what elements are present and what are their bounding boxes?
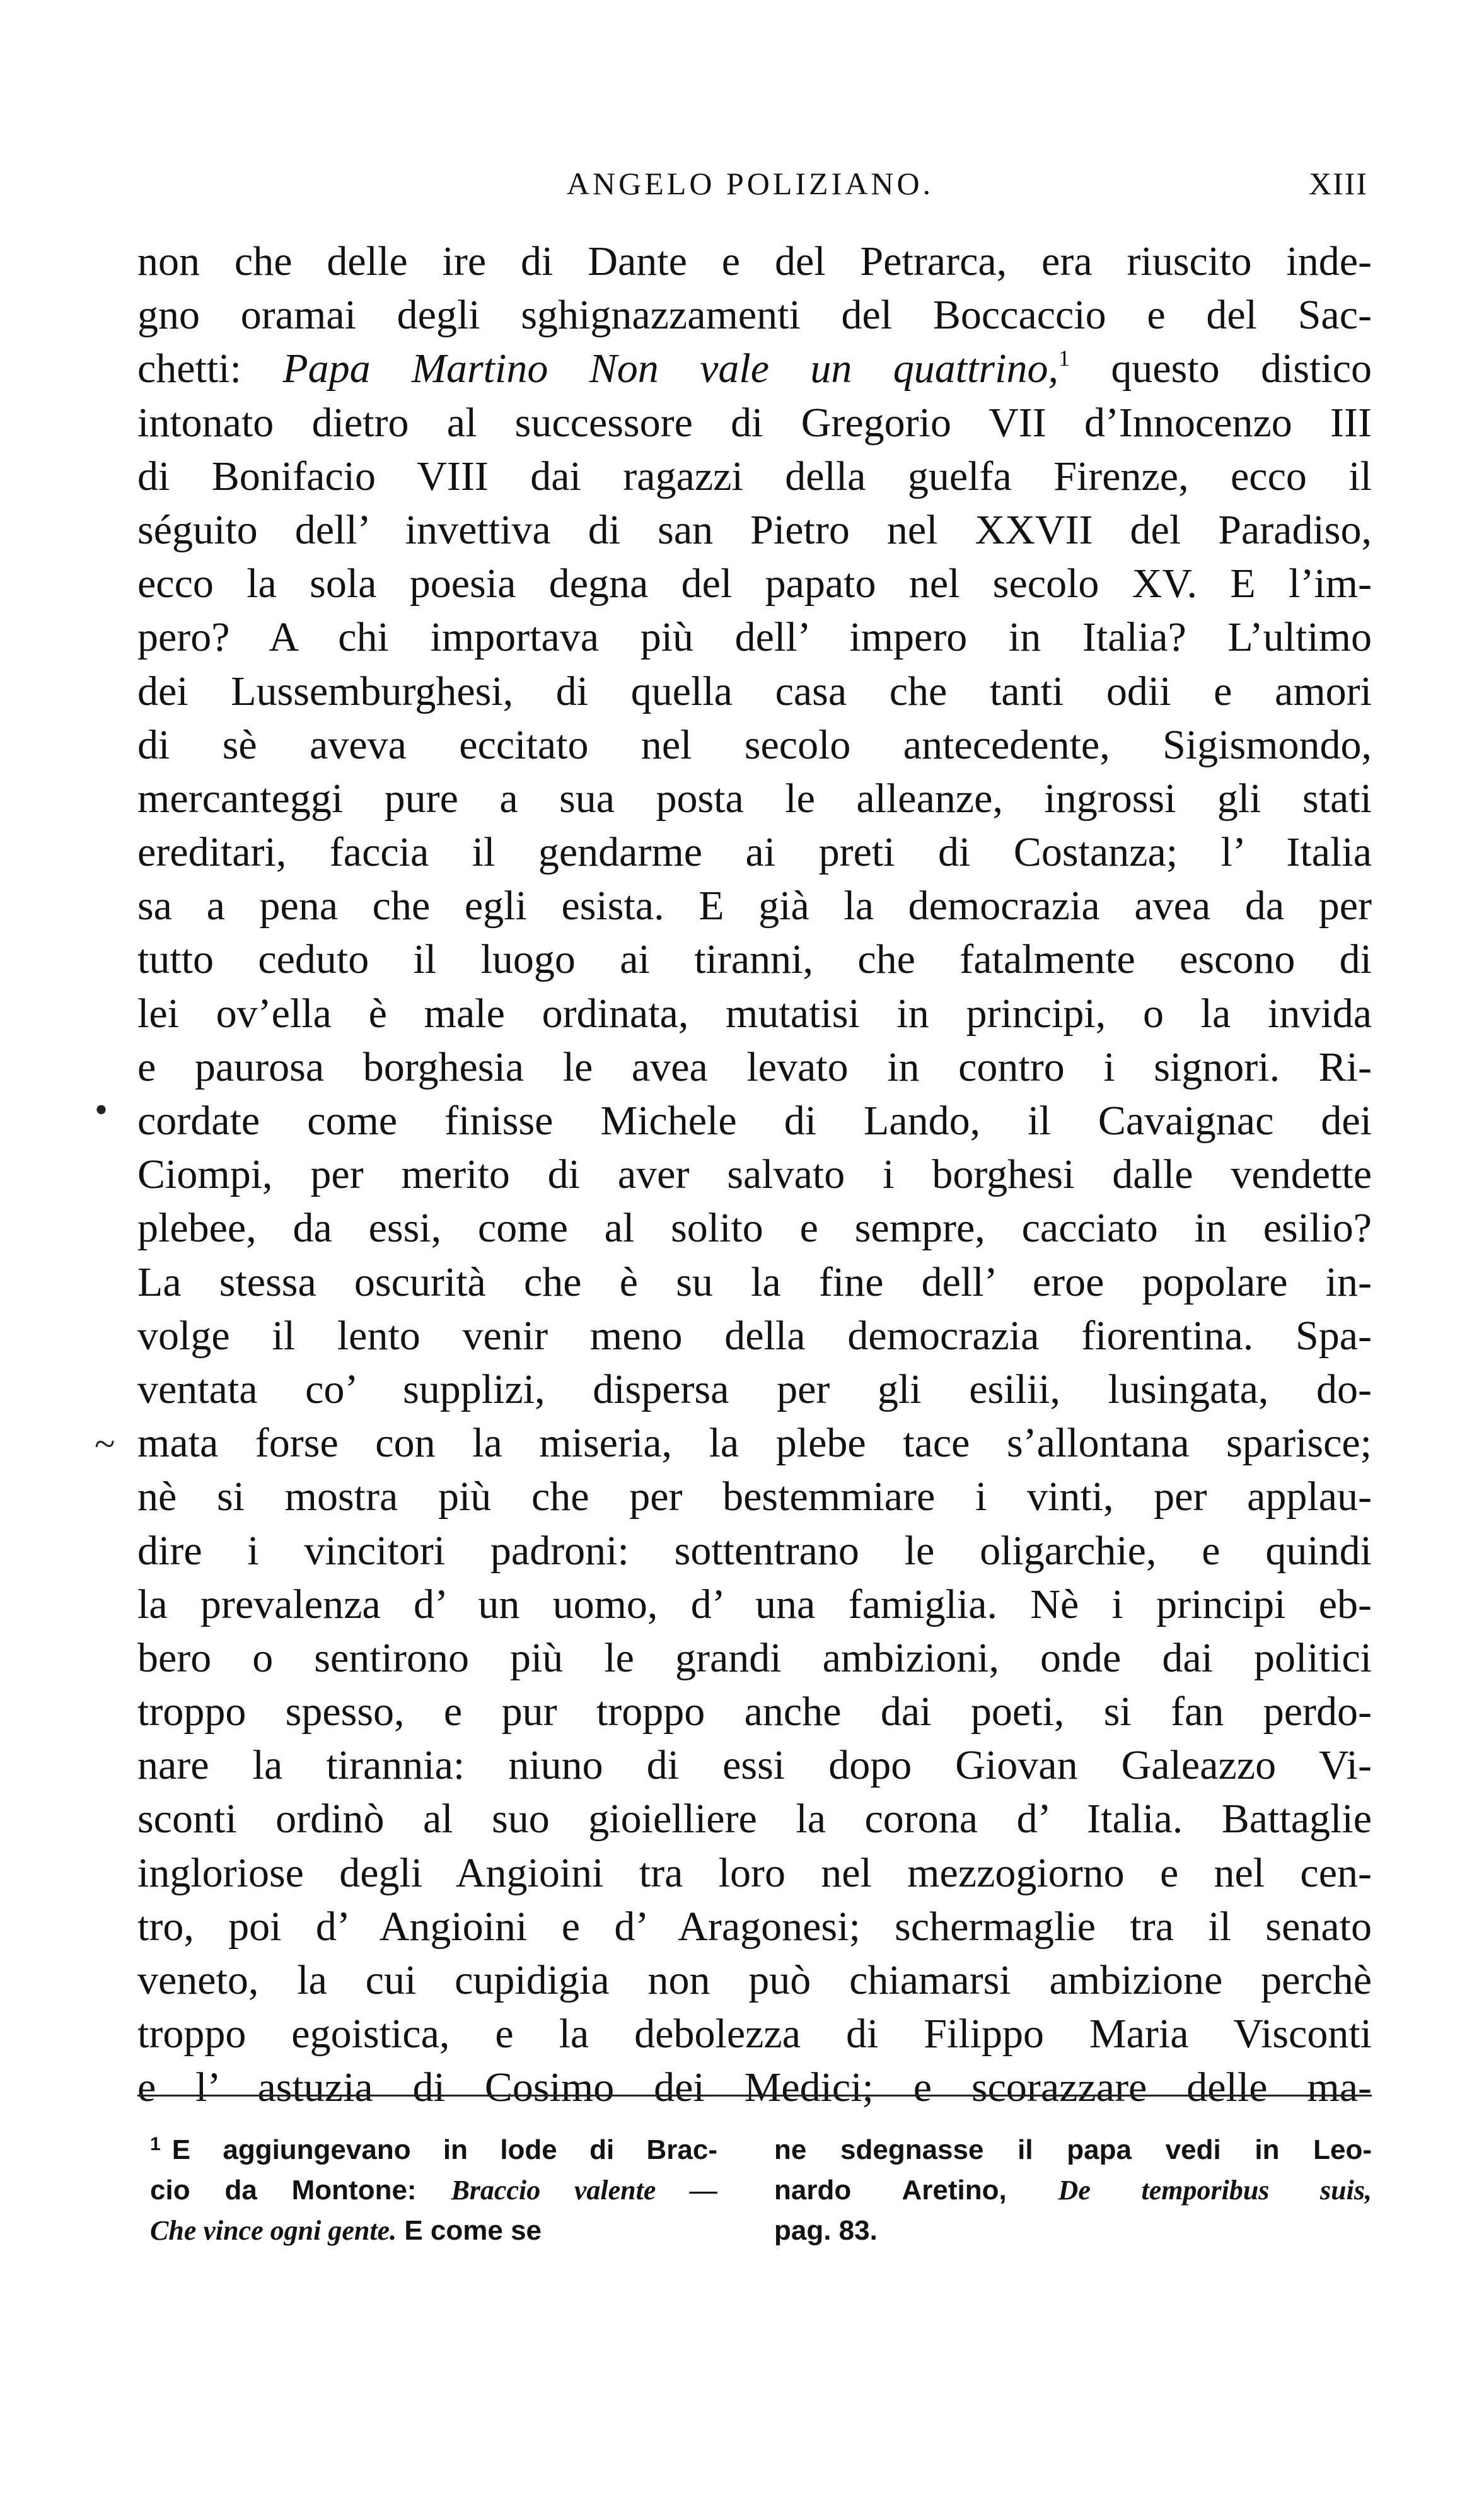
- text-line: dire i vincitori padroni: sottentrano le oligarchie, e quindi: [137, 1527, 1372, 1574]
- text-line: la prevalenza d’ un uomo, d’ una famiglia. Nè i principi eb-: [137, 1581, 1372, 1627]
- text-line: sconti ordinò al suo gioielliere la corona d’ Italia. Battaglie: [137, 1796, 1372, 1842]
- footnote-divider: [137, 2095, 1372, 2097]
- footnote-line: ne sdegnasse il papa vedi in Leo-: [774, 2134, 1372, 2165]
- text-line-end: questo distico: [1069, 346, 1372, 392]
- quoted-distich: Papa Martino Non vale un quattrino,: [282, 346, 1058, 392]
- footnote-italic: De temporibus suis,: [1058, 2175, 1372, 2206]
- text-line: pero? A chi importava più dell’ impero in Italia? L’ultimo: [137, 614, 1372, 661]
- text-line: sa a pena che egli esista. E già la democrazia avea da per: [137, 883, 1372, 929]
- footnote-italic: Che vince ogni gente.: [150, 2215, 397, 2246]
- text-line: e l’ astuzia di Cosimo dei Medici; e scorazzare delle ma-: [137, 2064, 1372, 2111]
- text-line: mata forse con la miseria, la plebe tace s’allontana sparisce;: [137, 1420, 1372, 1467]
- footnote-italic: Braccio valente —: [451, 2175, 717, 2206]
- text-line: di sè aveva eccitato nel secolo antecedente, Sigismondo,: [137, 721, 1372, 768]
- text-line: ingloriose degli Angioini tra loro nel mezzogiorno e nel cen-: [137, 1849, 1372, 1896]
- text-line: non che delle ire di Dante e del Petrarca, era riuscito inde-: [137, 238, 1372, 284]
- text-line: e paurosa borghesia le avea levato in contro i signori. Ri-: [137, 1044, 1372, 1090]
- text-line: plebee, da essi, come al solito e sempre, cacciato in esilio?: [137, 1205, 1372, 1252]
- footnotes: [137, 2130, 1372, 2281]
- footnote-text: cio da Montone:: [150, 2175, 451, 2206]
- running-head: [132, 165, 1368, 209]
- footnote-text: E come se: [404, 2215, 542, 2246]
- text-line: tutto ceduto il luogo ai tiranni, che fatalmente escono di: [137, 936, 1372, 983]
- text-line: nè si mostra più che per bestemmiare i vinti, per applau-: [137, 1474, 1372, 1520]
- text-line: dei Lussemburghesi, di quella casa che tanti odii e amori: [137, 668, 1372, 714]
- text-line-with-quote: [137, 342, 1372, 395]
- text-line-start: chetti:: [137, 346, 283, 392]
- text-line: tro, poi d’ Angioini e d’ Aragonesi; schermaglie tra il senato: [137, 1903, 1372, 1950]
- margin-dash-mark: ~: [95, 1423, 115, 1465]
- footnote-line: [150, 2170, 717, 2211]
- text-line: La stessa oscurità che è su la fine dell’ eroe popolare in-: [137, 1259, 1372, 1305]
- text-line: ereditari, faccia il gendarme ai preti di Costanza; l’ Italia: [137, 829, 1372, 876]
- text-line: gno oramai degli sghignazzamenti del Boccaccio e del Sac-: [137, 292, 1372, 339]
- text-line: ventata co’ supplizi, dispersa per gli esilii, lusingata, do-: [137, 1366, 1372, 1412]
- text-line: bero o sentirono più le grandi ambizioni, onde dai politici: [137, 1634, 1372, 1681]
- body-text: [137, 235, 1372, 2115]
- footnote-column-left: [150, 2130, 717, 2251]
- footnote-line: [774, 2170, 1372, 2211]
- footnote-line: pag. 83.: [774, 2215, 878, 2246]
- text-line: volge il lento venir meno della democrazia fiorentina. Spa-: [137, 1312, 1372, 1359]
- text-line: mercanteggi pure a sua posta le alleanze, ingrossi gli stati: [137, 775, 1372, 822]
- footnote-marker: 1: [150, 2134, 161, 2155]
- text-line: ecco la sola poesia degna del papato nel secolo XV. E l’im-: [137, 561, 1372, 607]
- footnote-line: [150, 2130, 717, 2170]
- margin-dot-mark: •: [95, 1089, 108, 1131]
- running-title: ANGELO POLIZIANO.: [566, 166, 934, 201]
- footnote-reference[interactable]: 1: [1058, 346, 1070, 371]
- page-number: XIII: [1308, 166, 1368, 201]
- text-line: nare la tirannia: niuno di essi dopo Giovan Galeazzo Vi-: [137, 1742, 1372, 1789]
- text-line: troppo spesso, e pur troppo anche dai poeti, si fan perdo-: [137, 1689, 1372, 1735]
- footnote-column-right: [774, 2130, 1372, 2251]
- text-line: veneto, la cui cupidigia non può chiamarsi ambizione perchè: [137, 1957, 1372, 2003]
- footnote-text: nardo Aretino,: [774, 2175, 1058, 2206]
- footnote-text: E aggiungevano in lode di Brac-: [171, 2134, 717, 2165]
- text-line: lei ov’ella è male ordinata, mutatisi in principi, o la invida: [137, 990, 1372, 1037]
- text-line: cordate come finisse Michele di Lando, il Cavaignac dei: [137, 1098, 1372, 1144]
- text-line: troppo egoistica, e la debolezza di Filippo Maria Visconti: [137, 2011, 1372, 2057]
- footnote-line: [150, 2211, 717, 2251]
- text-line: Ciompi, per merito di aver salvato i borghesi dalle vendette: [137, 1151, 1372, 1198]
- text-line: séguito dell’ invettiva di san Pietro nel XXVII del Paradiso,: [137, 506, 1372, 553]
- text-line: di Bonifacio VIII dai ragazzi della guelfa Firenze, ecco il: [137, 453, 1372, 499]
- text-line: intonato dietro al successore di Gregorio VII d’Innocenzo III: [137, 399, 1372, 446]
